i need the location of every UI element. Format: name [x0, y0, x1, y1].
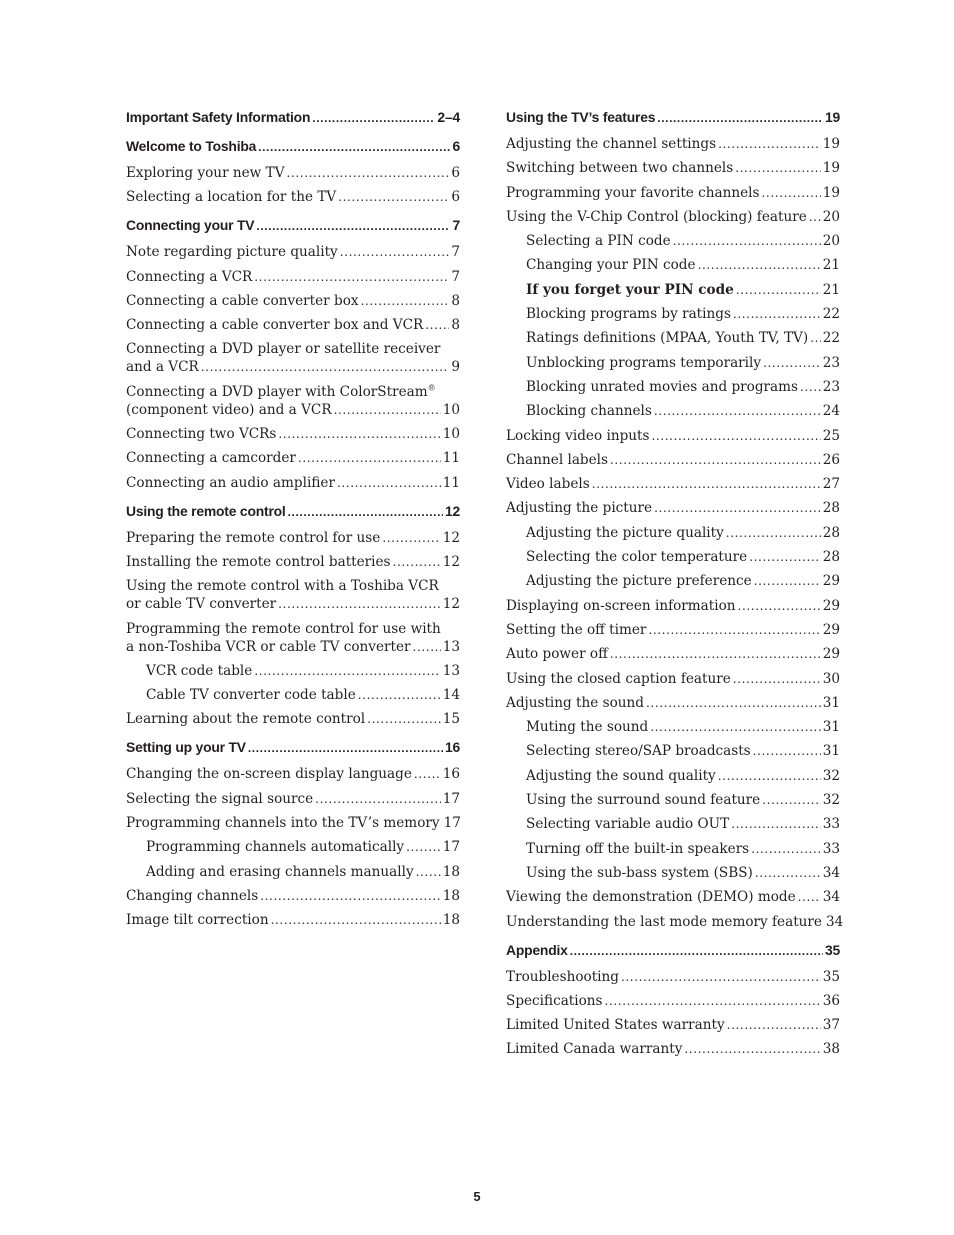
toc-right-column — [506, 108, 844, 1068]
toc-entry-label: Viewing the demonstration (DEMO) mode — [506, 889, 796, 906]
dot-leader — [425, 316, 449, 334]
toc-entry-label-line2: (component video) and a VCR — [126, 401, 332, 418]
dot-leader — [726, 524, 821, 542]
dot-leader — [762, 791, 820, 809]
toc-entry[interactable] — [126, 790, 460, 808]
toc-entry-page: 14 — [442, 687, 460, 704]
dot-leader — [733, 670, 821, 688]
toc-entry[interactable] — [506, 135, 840, 153]
toc-entry-page: 29 — [822, 621, 840, 638]
toc-entry[interactable] — [126, 577, 460, 613]
dot-leader — [248, 739, 443, 757]
toc-entry[interactable] — [126, 164, 460, 182]
toc-entry-page: 30 — [822, 670, 840, 687]
toc-heading-title: Welcome to Toshiba — [126, 138, 257, 154]
toc-entry-page: 8 — [451, 317, 460, 334]
toc-entry[interactable] — [126, 268, 460, 286]
toc-entry[interactable] — [126, 383, 460, 419]
toc-entry-label: Connecting a VCR — [126, 268, 253, 285]
dot-leader — [610, 451, 821, 469]
toc-entry-page: 17 — [443, 815, 461, 832]
toc-entry-page: 34 — [822, 864, 840, 881]
toc-entry-label-line2: and a VCR — [126, 359, 199, 376]
toc-left-column — [126, 108, 460, 939]
toc-entry-page: 25 — [822, 427, 840, 444]
toc-entry-label: Preparing the remote control for use — [126, 529, 381, 546]
toc-entry-page: 20 — [822, 233, 840, 250]
toc-entry-label: Selecting a PIN code — [526, 233, 671, 250]
toc-entry-page: 20 — [822, 208, 840, 225]
toc-entry-page: 26 — [822, 451, 840, 468]
toc-entry[interactable] — [506, 499, 840, 517]
toc-entry[interactable] — [506, 621, 840, 639]
toc-entry[interactable] — [126, 243, 460, 261]
toc-entry-page: 9 — [451, 359, 460, 376]
toc-section-remote — [126, 502, 460, 729]
toc-entry-label: Ratings definitions (MPAA, Youth TV, TV) — [526, 330, 809, 347]
dot-leader — [738, 597, 821, 615]
dot-leader — [648, 621, 820, 639]
toc-entry[interactable] — [506, 184, 840, 202]
toc-entry[interactable] — [126, 188, 460, 206]
toc-heading-title: Important Safety Information — [126, 109, 311, 125]
toc-subentry[interactable] — [506, 354, 840, 372]
toc-entry-label: Connecting an audio amplifier — [126, 474, 335, 491]
toc-heading-title: Using the TV’s features — [506, 109, 656, 125]
toc-entry-label-line1: Programming the remote control for use with — [126, 620, 441, 637]
toc-entry-page: 19 — [822, 136, 840, 152]
toc-entry-page: 21 — [822, 257, 840, 274]
registered-mark: ® — [427, 383, 436, 393]
toc-entry[interactable] — [126, 449, 460, 467]
toc-subentry[interactable] — [126, 662, 460, 680]
toc-entry-label: Installing the remote control batteries — [126, 553, 391, 570]
toc-entry-page: 34 — [822, 889, 840, 906]
dot-leader — [754, 572, 821, 590]
dot-leader — [605, 992, 821, 1010]
toc-entry-label: Programming channels automatically — [146, 839, 405, 856]
toc-heading[interactable] — [126, 502, 460, 521]
toc-subentry[interactable] — [506, 815, 840, 833]
toc-entry-label: Selecting the signal source — [126, 790, 314, 807]
toc-subentry[interactable] — [506, 524, 840, 542]
dot-leader — [621, 968, 821, 986]
toc-entry-page: 28 — [822, 500, 840, 517]
toc-entry-page: 22 — [822, 330, 840, 347]
toc-entry-label: VCR code table — [146, 662, 253, 679]
toc-entry-label: Connecting a cable converter box — [126, 292, 359, 309]
toc-entry-label: Channel labels — [506, 451, 609, 468]
toc-subentry[interactable] — [126, 686, 460, 704]
toc-heading-title: Setting up your TV — [126, 739, 246, 756]
dot-leader — [762, 184, 821, 202]
toc-entry-page: 15 — [442, 711, 460, 728]
toc-subentry[interactable] — [506, 548, 840, 566]
toc-entry[interactable] — [506, 159, 840, 177]
dot-leader — [673, 232, 821, 250]
toc-entry[interactable] — [506, 1040, 840, 1058]
toc-entry-page: 28 — [822, 549, 840, 566]
toc-entry[interactable] — [126, 887, 460, 905]
toc-entry-label: Using the sub-bass system (SBS) — [526, 864, 753, 881]
dot-leader — [718, 767, 821, 785]
toc-entry-label-line2: or cable TV converter — [126, 596, 277, 613]
toc-heading[interactable] — [126, 137, 460, 156]
toc-entry-page: 19 — [822, 184, 840, 201]
toc-entry-page: 13 — [442, 662, 460, 679]
toc-entry-label: Selecting stereo/SAP broadcasts — [526, 743, 751, 760]
toc-entry-label-line1: Connecting a DVD player or satellite receiver — [126, 341, 441, 358]
toc-entry-page: 28 — [822, 524, 840, 541]
toc-entry-label: Changing your PIN code — [526, 257, 696, 274]
toc-entry-page: 35 — [822, 968, 840, 985]
toc-entry-label: Connecting two VCRs — [126, 426, 277, 443]
toc-entry[interactable] — [126, 911, 460, 929]
toc-entry[interactable] — [506, 1016, 840, 1034]
toc-entry-label: Understanding the last mode memory feature — [506, 913, 822, 930]
toc-entry-page: 12 — [442, 553, 460, 570]
dot-leader — [763, 354, 821, 372]
dot-leader — [337, 474, 441, 492]
toc-entry-page: 7 — [451, 244, 460, 261]
toc-entry[interactable] — [126, 425, 460, 443]
dot-leader — [592, 475, 821, 493]
toc-section-setup — [126, 738, 460, 929]
toc-entry-label: Connecting a camcorder — [126, 450, 296, 467]
toc-entry-page: 18 — [442, 887, 460, 904]
toc-heading[interactable] — [126, 216, 460, 235]
toc-subentry[interactable] — [506, 232, 840, 250]
toc-subentry[interactable] — [506, 305, 840, 323]
toc-entry-label: Adjusting the picture — [506, 500, 653, 517]
toc-entry[interactable] — [126, 474, 460, 492]
toc-entry-label: Adjusting the sound quality — [526, 767, 716, 784]
toc-subentry[interactable] — [506, 767, 840, 785]
dot-leader — [698, 256, 821, 274]
dot-leader — [749, 548, 820, 566]
toc-entry-page: 24 — [822, 403, 840, 420]
toc-entry[interactable] — [126, 620, 460, 656]
toc-entry-label: Locking video inputs — [506, 427, 650, 444]
toc-entry-page: 36 — [822, 992, 840, 1009]
toc-section-welcome — [126, 137, 460, 206]
toc-entry[interactable] — [126, 765, 460, 783]
dot-leader — [382, 529, 440, 547]
toc-entry-label: Using the V-Chip Control (blocking) feature — [506, 208, 807, 225]
toc-entry-label: Limited Canada warranty — [506, 1041, 683, 1058]
toc-entry-label: If you forget your PIN code — [526, 281, 734, 298]
dot-leader — [406, 838, 441, 856]
dot-leader — [736, 281, 821, 299]
dot-leader — [684, 1040, 820, 1058]
toc-entry-label-line1: Using the remote control with a Toshiba VCR — [126, 578, 439, 595]
toc-entry[interactable] — [506, 992, 840, 1010]
toc-entry-page: 32 — [822, 767, 840, 784]
dot-leader — [393, 553, 441, 571]
toc-entry[interactable] — [126, 814, 460, 832]
toc-entry-page: 16 — [442, 766, 460, 783]
toc-entry-label: Troubleshooting — [506, 968, 619, 985]
toc-entry-page: 17 — [442, 839, 460, 856]
toc-entry-label: Changing channels — [126, 887, 259, 904]
toc-entry-label: Specifications — [506, 992, 603, 1009]
toc-subentry[interactable] — [506, 791, 840, 809]
toc-entry-label: Adjusting the channel settings — [506, 136, 717, 152]
dot-leader — [254, 268, 449, 286]
dot-leader — [727, 1016, 821, 1034]
toc-subentry[interactable] — [506, 329, 840, 347]
dot-leader — [718, 135, 821, 153]
toc-entry-page: 29 — [822, 597, 840, 614]
dot-leader — [361, 292, 450, 310]
toc-entry-label: Adjusting the sound — [506, 694, 645, 711]
toc-entry-page: 12 — [442, 529, 460, 546]
dot-leader — [650, 718, 820, 736]
toc-entry[interactable] — [126, 710, 460, 728]
toc-entry-page: 22 — [822, 306, 840, 323]
dot-leader — [414, 765, 441, 783]
toc-entry-label: Programming your favorite channels — [506, 184, 760, 201]
dot-leader — [755, 864, 821, 882]
toc-entry[interactable] — [506, 597, 840, 615]
dot-leader — [271, 911, 441, 929]
dot-leader — [646, 694, 821, 712]
toc-entry-label: Exploring your new TV — [126, 165, 285, 181]
toc-heading[interactable] — [506, 941, 840, 960]
toc-subentry[interactable] — [506, 742, 840, 760]
toc-entry[interactable] — [506, 694, 840, 712]
toc-entry-label: Learning about the remote control — [126, 711, 366, 728]
toc-entry-label: Adjusting the picture preference — [526, 573, 752, 590]
page-number: 5 — [473, 1189, 481, 1204]
toc-entry-label: Switching between two channels — [506, 160, 734, 177]
dot-leader — [798, 888, 821, 906]
toc-entry[interactable] — [506, 208, 840, 226]
toc-entry-label: Cable TV converter code table — [146, 687, 356, 704]
dot-leader — [657, 109, 823, 127]
toc-heading-page: 2–4 — [437, 109, 460, 125]
dot-leader — [610, 645, 821, 663]
dot-leader — [258, 138, 450, 156]
dot-leader — [731, 815, 821, 833]
dot-leader — [654, 499, 821, 517]
toc-entry-page: 18 — [442, 912, 460, 929]
toc-entry-label: Video labels — [506, 476, 590, 493]
toc-entry-label: Note regarding picture quality — [126, 244, 338, 261]
dot-leader — [334, 401, 441, 419]
dot-leader — [570, 942, 823, 960]
toc-entry-page: 34 — [825, 913, 844, 930]
dot-leader — [254, 662, 440, 680]
toc-entry-page: 33 — [822, 816, 840, 833]
dot-leader — [278, 595, 441, 613]
dot-leader — [338, 188, 449, 206]
toc-entry-label: Selecting variable audio OUT — [526, 816, 730, 833]
toc-section-connecting — [126, 216, 460, 491]
toc-entry-page: 33 — [822, 840, 840, 857]
dot-leader — [288, 503, 443, 521]
toc-entry-label-line1: Connecting a DVD player with ColorStream — [126, 383, 428, 400]
toc-section-appendix — [506, 941, 840, 1059]
toc-entry-page: 12 — [442, 596, 460, 613]
toc-heading[interactable] — [126, 738, 460, 757]
toc-entry-page: 21 — [822, 281, 840, 298]
dot-leader — [735, 159, 820, 177]
dot-leader — [367, 710, 441, 728]
toc-entry[interactable] — [506, 670, 840, 688]
toc-heading-title: Appendix — [506, 941, 568, 958]
toc-entry-label: Connecting a cable converter box and VCR — [126, 317, 424, 334]
toc-entry[interactable] — [126, 553, 460, 571]
toc-subentry[interactable] — [126, 838, 460, 856]
toc-entry[interactable] — [506, 968, 840, 986]
toc-entry-label: Turning off the built-in speakers — [526, 840, 750, 857]
toc-entry-page: 13 — [442, 638, 460, 655]
dot-leader — [733, 305, 821, 323]
toc-entry-page: 10 — [442, 401, 460, 418]
toc-entry-label-line2: a non-Toshiba VCR or cable TV converter — [126, 638, 411, 655]
toc-subentry[interactable] — [506, 256, 840, 274]
dot-leader — [298, 449, 441, 467]
toc-entry-page: 18 — [442, 863, 460, 880]
toc-entry-page: 29 — [822, 573, 840, 590]
toc-entry-label: Blocking unrated movies and programs — [526, 378, 799, 395]
toc-entry-page: 17 — [442, 790, 460, 807]
toc-entry[interactable] — [506, 888, 840, 906]
toc-section-features — [506, 108, 844, 931]
toc-entry[interactable] — [506, 913, 844, 931]
toc-entry-label: Changing the on-screen display language — [126, 766, 412, 783]
toc-heading-page: 16 — [444, 739, 460, 756]
toc-entry-page: 32 — [822, 792, 840, 809]
toc-entry-label: Unblocking programs temporarily — [526, 354, 762, 371]
toc-entry-page: 31 — [822, 694, 840, 711]
toc-entry-label: Adding and erasing channels manually — [146, 863, 414, 880]
toc-entry-page: 19 — [822, 160, 840, 177]
toc-entry-label: Programming channels into the TV’s memory — [126, 815, 440, 832]
dot-leader — [753, 742, 821, 760]
dot-leader — [800, 378, 821, 396]
dot-leader — [278, 425, 440, 443]
toc-subentry[interactable] — [506, 864, 840, 882]
toc-subentry[interactable] — [506, 402, 840, 420]
toc-entry[interactable] — [126, 292, 460, 310]
toc-entry-page: 37 — [822, 1017, 840, 1034]
dot-leader — [315, 790, 441, 808]
toc-entry[interactable] — [126, 340, 460, 376]
toc-entry-page: 10 — [442, 426, 460, 443]
toc-heading-page: 12 — [444, 502, 460, 519]
toc-entry-page: 38 — [822, 1041, 840, 1058]
toc-subentry[interactable] — [126, 863, 460, 881]
toc-heading-title: Using the remote control — [126, 502, 286, 519]
toc-heading-page: 35 — [824, 941, 840, 958]
dot-leader — [201, 358, 450, 376]
toc-section-safety — [126, 108, 460, 127]
toc-entry[interactable] — [506, 451, 840, 469]
dot-leader — [654, 402, 821, 420]
toc-heading-page: 6 — [452, 138, 460, 154]
toc-entry-label: Using the surround sound feature — [526, 792, 761, 809]
toc-subentry[interactable] — [506, 281, 840, 299]
dot-leader — [751, 840, 821, 858]
toc-heading-page: 7 — [452, 217, 460, 234]
toc-heading-page: 19 — [824, 109, 840, 125]
toc-entry-label: Selecting the color temperature — [526, 549, 748, 566]
toc-subentry[interactable] — [506, 840, 840, 858]
toc-heading[interactable] — [126, 108, 460, 127]
toc-subentry[interactable] — [506, 718, 840, 736]
toc-subentry[interactable] — [506, 572, 840, 590]
toc-entry-label: Image tilt correction — [126, 912, 269, 929]
toc-heading[interactable] — [506, 108, 840, 127]
toc-entry-label: Muting the sound — [526, 719, 649, 736]
toc-entry-page: 6 — [451, 165, 460, 181]
toc-subentry[interactable] — [506, 378, 840, 396]
toc-entry-page: 11 — [442, 474, 460, 491]
dot-leader — [340, 243, 450, 261]
dot-leader — [809, 208, 821, 226]
toc-entry-page: 23 — [822, 354, 840, 371]
toc-entry[interactable] — [126, 529, 460, 547]
toc-entry-label: Blocking channels — [526, 403, 652, 420]
toc-entry-page: 11 — [442, 450, 460, 467]
dot-leader — [256, 217, 450, 235]
toc-entry-label: Selecting a location for the TV — [126, 189, 337, 206]
toc-entry-page: 23 — [822, 378, 840, 395]
toc-entry-page: 29 — [822, 646, 840, 663]
dot-leader — [651, 427, 820, 445]
toc-entry-page: 31 — [822, 719, 840, 736]
toc-heading-title: Connecting your TV — [126, 217, 255, 234]
dot-leader — [358, 686, 441, 704]
dot-leader — [810, 329, 821, 347]
dot-leader — [287, 164, 450, 182]
toc-entry-page: 27 — [822, 476, 840, 493]
dot-leader — [416, 863, 441, 881]
toc-entry-label: Blocking programs by ratings — [526, 306, 731, 323]
dot-leader — [312, 109, 435, 127]
toc-entry[interactable] — [506, 427, 840, 445]
toc-entry-label: Auto power off — [506, 646, 608, 663]
dot-leader — [260, 887, 440, 905]
toc-entry-page: 7 — [451, 268, 460, 285]
toc-entry-page: 31 — [822, 743, 840, 760]
dot-leader — [413, 638, 441, 656]
toc-entry-label: Displaying on-screen information — [506, 597, 736, 614]
toc-entry-page: 8 — [451, 292, 460, 309]
toc-entry-label: Adjusting the picture quality — [526, 524, 724, 541]
toc-entry-label: Using the closed caption feature — [506, 670, 731, 687]
toc-entry[interactable] — [506, 475, 840, 493]
toc-entry-label: Limited United States warranty — [506, 1017, 725, 1034]
toc-entry[interactable] — [506, 645, 840, 663]
toc-entry-label: Setting the off timer — [506, 621, 647, 638]
toc-entry[interactable] — [126, 316, 460, 334]
toc-entry-page: 6 — [451, 189, 460, 206]
